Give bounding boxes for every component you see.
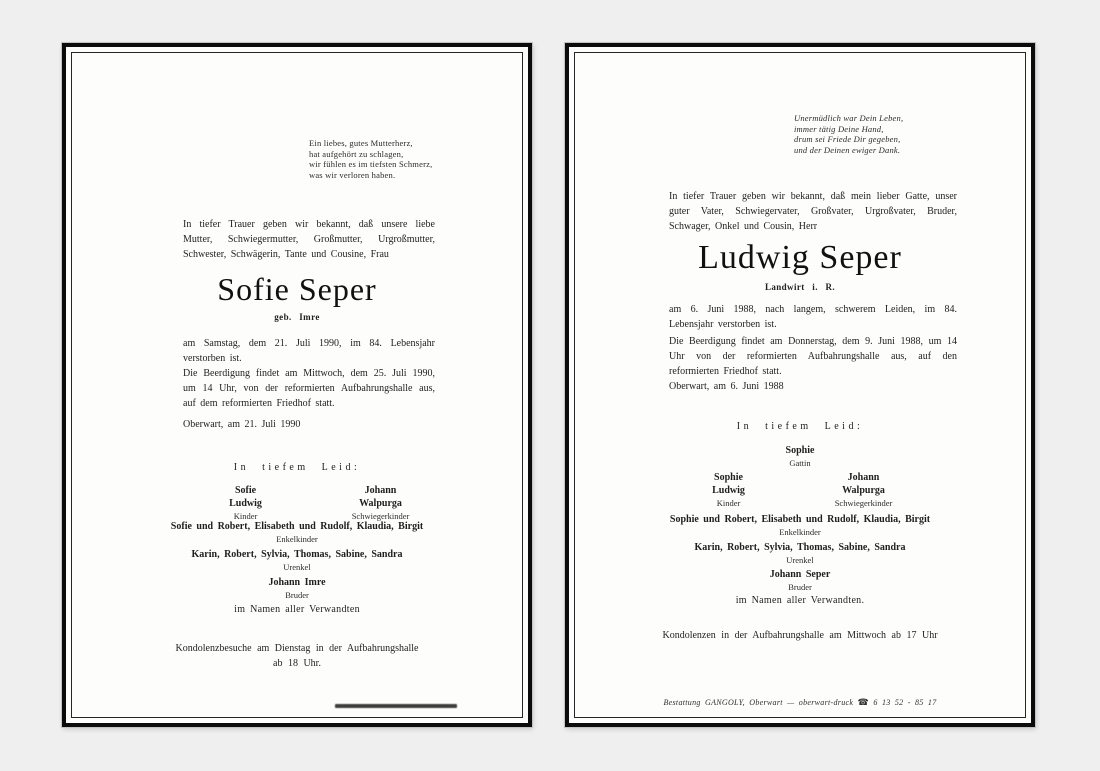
place-dateline: Oberwart, am 21. Juli 1990 [183,419,301,430]
epigraph-verse [794,113,903,155]
mourner-name: Ludwig [229,498,262,509]
inner-frame-rule [574,52,1026,718]
mourner-name: Johann [364,485,397,496]
obituary-card-sofie-seper [62,43,532,727]
place-dateline: Oberwart, am 6. Juni 1988 [669,381,784,392]
epigraph-verse [309,138,432,180]
mourner-names: Sophie und Robert, Elisabeth und Rudolf, Klaudia, Birgit [669,514,931,525]
epigraph-line: immer tätig Deine Hand, [794,123,884,134]
mourner-names: Sophie [785,445,815,456]
mourning-header: In tiefem Leid: [736,421,864,432]
mourner-row-greatgrandchildren [73,548,521,573]
deceased-name: Ludwig Seper [698,239,902,276]
mourner-name: Johann [847,472,880,483]
mourner-names: Karin, Robert, Sylvia, Thomas, Sabine, Sandra [191,549,403,560]
mourner-relation: Enkelkinder [779,527,821,537]
mourner-relation: Bruder [285,590,309,600]
mourner-relation: Kinder [233,511,258,521]
printer-footer-text: Bestattung GANGOLY, Oberwart — oberwart-druck [663,698,854,707]
mourner-names [313,484,448,510]
epigraph-line: hat aufgehört zu schlagen, [309,148,404,159]
mourner-columns [178,484,448,522]
mourner-relation: Schwiegerkinder [351,511,410,521]
mourner-row-brother [73,576,521,601]
mourner-row-grandchildren [576,513,1024,538]
printer-footer-phone: 6 13 52 - 85 17 [873,698,937,707]
mourner-row-widow [576,444,1024,469]
mourner-names [796,471,931,497]
deceased-name-suffix: Landwirt i. R. [764,282,836,292]
mourner-column-children [178,484,313,522]
condolence-note: Kondolenzen in der Aufbahrungshalle am Mittwoch ab 17 Uhr [662,630,938,641]
mourner-name: Ludwig [712,485,745,496]
deceased-name-suffix: geb. Imre [274,312,320,322]
mourner-relation: Kinder [716,498,741,508]
obituary-card-ludwig-seper [565,43,1035,727]
mourner-name: Walpurga [842,485,885,496]
telephone-icon: ☎ [857,697,870,707]
deceased-name: Sofie Seper [217,271,377,307]
mourning-header: In tiefem Leid: [233,462,361,473]
mourner-column-inlaws [796,471,931,509]
mourner-name: Sophie [714,472,743,483]
mourner-columns [661,471,931,509]
card-content [576,54,1024,716]
funeral-notice-paragraph: Die Beerdigung findet am Donnerstag, dem 9. Juni 1988, um 14 Uhr von der reformierten Aufbahrungshalle aus, auf den reformierten Friedhof statt. [669,336,957,377]
closing-line: im Namen aller Verwandten. [735,595,865,606]
mourner-names: Johann Imre [268,577,326,588]
condolence-line: ab 18 Uhr. [273,658,321,669]
death-notice-paragraph: am 6. Juni 1988, nach langem, schwerem Leiden, im 84. Lebensjahr verstorben ist. [669,304,957,330]
condolence-note [73,641,521,671]
mourner-names [178,484,313,510]
mourner-column-children [661,471,796,509]
epigraph-line: was wir verloren haben. [309,169,396,180]
mourner-relation: Urenkel [786,555,814,565]
mourner-relation: Schwiegerkinder [834,498,893,508]
intro-paragraph: In tiefer Trauer geben wir bekannt, daß mein lieber Gatte, unser guter Vater, Schwiegervater, Großvater, Urgroßvater, Bruder, Schwager, Onkel und Cousin, Herr [669,191,957,232]
mourner-relation: Enkelkinder [276,534,318,544]
mourner-relation: Gattin [789,458,811,468]
epigraph-line: Unermüdlich war Dein Leben, [794,113,904,123]
epigraph-line: und der Deinen ewiger Dank. [794,144,901,155]
epigraph-line: drum sei Friede Dir gegeben, [794,134,901,144]
mourner-names: Johann Seper [769,569,831,580]
cut-off-footer-smudge [335,704,457,708]
card-content [73,54,521,716]
epigraph-line: wir fühlen es im tiefsten Schmerz, [309,159,433,169]
mourner-row-greatgrandchildren [576,541,1024,566]
mourner-names: Sofie und Robert, Elisabeth und Rudolf, Klaudia, Birgit [170,521,424,532]
funeral-notice-paragraph: Die Beerdigung findet am Mittwoch, dem 25. Juli 1990, um 14 Uhr, von der reformierten Aufbahrungshalle aus, auf dem reformierten Friedhof statt. [183,368,435,409]
mourner-names: Karin, Robert, Sylvia, Thomas, Sabine, Sandra [694,542,906,553]
mourner-relation: Urenkel [283,562,311,572]
mourner-name: Sofie [234,485,257,496]
mourner-names [661,471,796,497]
mourner-row-grandchildren [73,520,521,545]
closing-line: im Namen aller Verwandten [234,604,360,615]
mourner-relation: Bruder [788,582,812,592]
condolence-line: Kondolenzbesuche am Dienstag in der Aufbahrungshalle [175,643,419,654]
printer-footer [576,697,1024,708]
death-notice-paragraph: am Samstag, dem 21. Juli 1990, im 84. Lebensjahr verstorben ist. [183,338,435,364]
epigraph-line: Ein liebes, gutes Mutterherz, [309,138,413,148]
mourner-column-inlaws [313,484,448,522]
inner-frame-rule [71,52,523,718]
mourner-name: Walpurga [359,498,402,509]
mourner-row-brother [576,568,1024,593]
intro-paragraph: In tiefer Trauer geben wir bekannt, daß unsere liebe Mutter, Schwiegermutter, Großmutter, Urgroßmutter, Schwester, Schwägerin, Tante und Cousine, Frau [183,219,435,260]
